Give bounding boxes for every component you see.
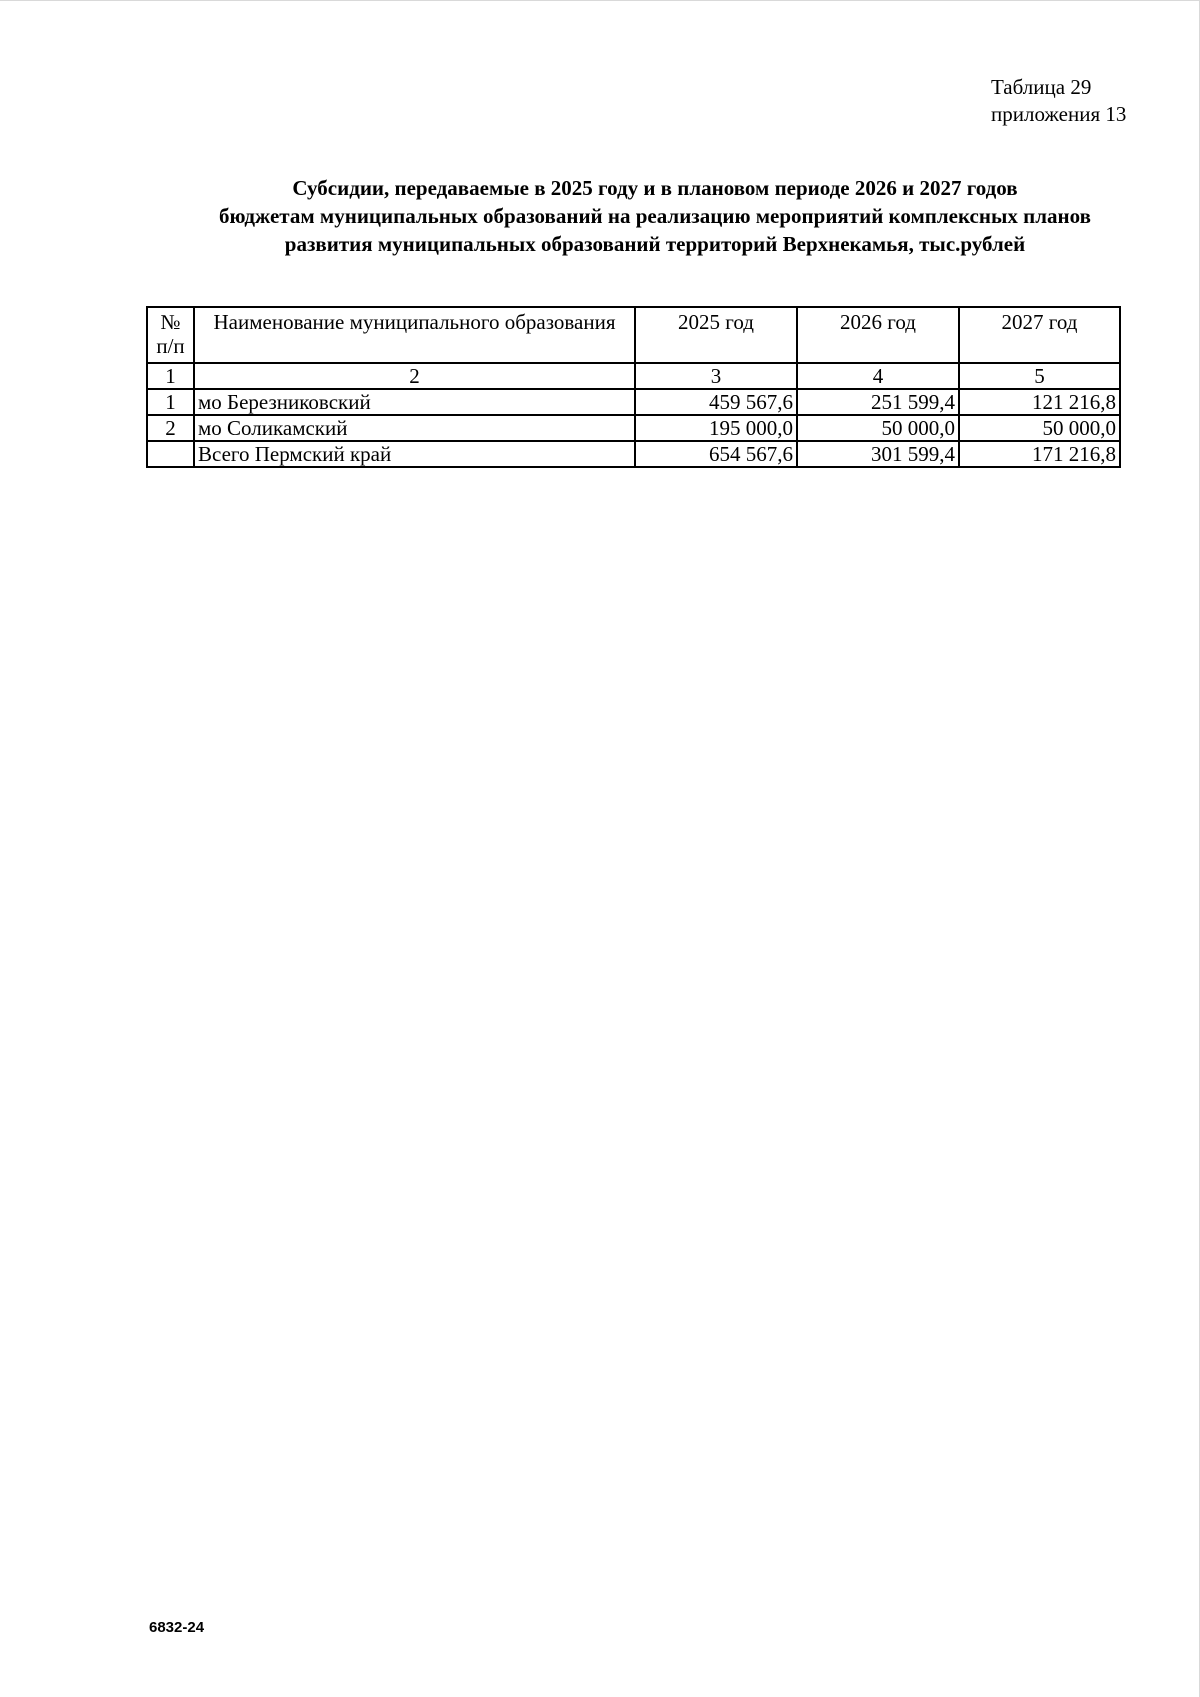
document-title (130, 174, 1180, 258)
row-name: мо Соликамский (194, 415, 635, 441)
column-number: 3 (635, 363, 797, 389)
header-num-line2: п/п (156, 334, 185, 358)
header-num (147, 307, 194, 363)
column-number: 2 (194, 363, 635, 389)
row-2025: 195 000,0 (635, 415, 797, 441)
table-header-row (147, 307, 1120, 363)
row-num (147, 441, 194, 467)
row-num: 2 (147, 415, 194, 441)
document-code: 6832-24 (149, 1619, 205, 1636)
row-num: 1 (147, 389, 194, 415)
row-2027: 171 216,8 (959, 441, 1120, 467)
appendix-label: приложения 13 (991, 102, 1127, 126)
header-num-line1: № (160, 310, 181, 334)
table-row (147, 415, 1120, 441)
column-numbers-row (147, 363, 1120, 389)
table-row (147, 389, 1120, 415)
header-2026: 2026 год (797, 307, 959, 363)
subsidies-table (146, 306, 1121, 468)
column-number: 1 (147, 363, 194, 389)
row-2026: 251 599,4 (797, 389, 959, 415)
column-number: 5 (959, 363, 1120, 389)
table-reference (991, 74, 1126, 128)
title-line-1: Субсидии, передаваемые в 2025 году и в плановом периоде 2026 и 2027 годов (292, 176, 1018, 200)
row-2026: 50 000,0 (797, 415, 959, 441)
row-name: Всего Пермский край (194, 441, 635, 467)
header-2027: 2027 год (959, 307, 1120, 363)
table-label: Таблица 29 (991, 75, 1092, 99)
title-line-3: развития муниципальных образований территорий Верхнекамья, тыс.рублей (284, 232, 1026, 256)
scan-border-top (0, 0, 1200, 1)
row-2025: 654 567,6 (635, 441, 797, 467)
row-name: мо Березниковский (194, 389, 635, 415)
column-number: 4 (797, 363, 959, 389)
header-name: Наименование муниципального образования (194, 307, 635, 363)
row-2025: 459 567,6 (635, 389, 797, 415)
row-2026: 301 599,4 (797, 441, 959, 467)
table-total-row (147, 441, 1120, 467)
header-2025: 2025 год (635, 307, 797, 363)
row-2027: 121 216,8 (959, 389, 1120, 415)
row-2027: 50 000,0 (959, 415, 1120, 441)
title-line-2: бюджетам муниципальных образований на реализацию мероприятий комплексных планов (219, 204, 1091, 228)
